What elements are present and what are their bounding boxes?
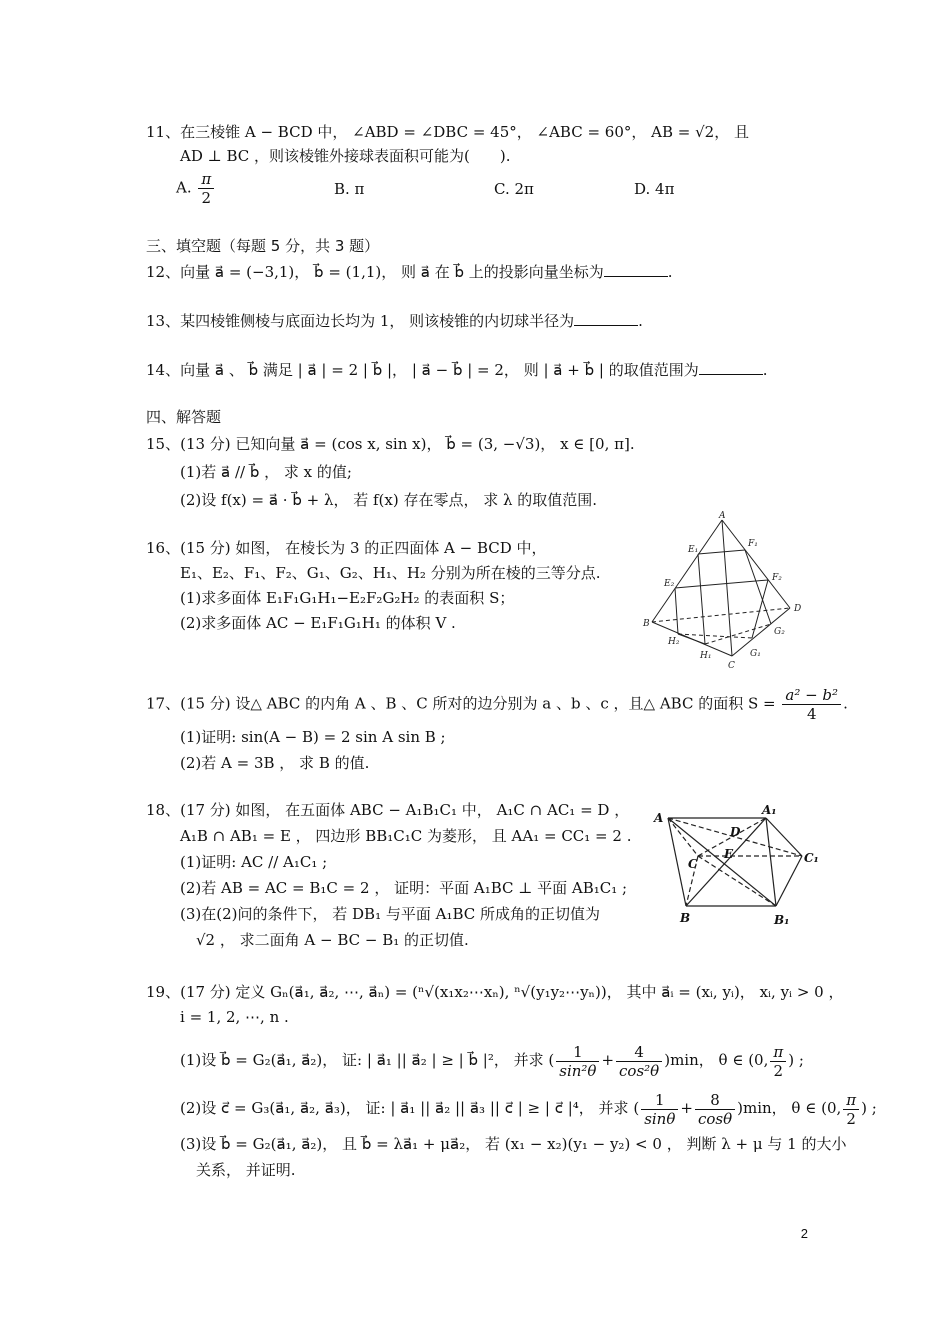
fig16-label-a: A (719, 511, 726, 521)
fig16-label-f1: F₁ (748, 539, 758, 549)
page-number: 2 (800, 1226, 808, 1241)
fig16-label-f2: F₂ (772, 573, 782, 583)
q18-line4: (2)若 AB = AC = B₁C = 2 ， 证明：平面 A₁BC ⊥ 平面 AB₁C₁ ; (180, 879, 628, 897)
q19-line2: i = 1, 2, ⋯, n . (180, 1008, 289, 1026)
q18-line3: (1)证明: AC // A₁C₁ ; (180, 853, 328, 871)
q19-frac-2-num: 4 (616, 1043, 662, 1062)
fig16-label-d: D (794, 604, 802, 614)
q11-option-a-label: A. (176, 178, 192, 197)
q12-period: . (667, 263, 673, 281)
q12-blank (604, 262, 668, 277)
q18-line5: (3)在(2)问的条件下， 若 DB₁ 与平面 A₁BC 所成角的正切值为 (180, 905, 601, 923)
q19-frac-1 (556, 1043, 599, 1080)
q12-text: 12、向量 a⃗ = (−3,1)， b⃗ = (1,1)， 则 a⃗ 在 b⃗ 上的投影向量坐标为 (146, 263, 604, 281)
q18-line2: A₁B ∩ AB₁ = E ， 四边形 BB₁C₁C 为菱形， 且 AA₁ = CC₁ = 2 . (180, 827, 632, 845)
q19-frac-3 (641, 1091, 678, 1128)
q19-line6: 关系， 并证明. (196, 1161, 296, 1179)
q13-text: 13、某四棱锥侧棱与底面边长均为 1， 则该棱锥的内切球半径为 (146, 312, 575, 330)
q19-frac-pi-2 (843, 1091, 859, 1128)
q19-frac-4-den: cosθ (697, 1109, 733, 1128)
q11-option-d: D. 4π (634, 180, 675, 198)
q19-line3-text: (1)设 b⃗ = G₂(a⃗₁, a⃗₂)， 证: | a⃗₁ || a⃗₂ | ≥ | b⃗ |²， 并求 ( (180, 1051, 555, 1069)
q16-line1: 16、(15 分) 如图， 在棱长为 3 的正四面体 A − BCD 中， (146, 539, 547, 557)
q19-frac-pi-1 (770, 1043, 786, 1080)
q19-frac-3-num: 1 (641, 1091, 678, 1110)
q11-option-a-den: 2 (201, 189, 212, 207)
q19-line4-mid: )min， θ ∈ (0, (737, 1099, 842, 1117)
fig16-label-e1: E₁ (688, 545, 699, 555)
q11-option-c: C. 2π (494, 180, 534, 198)
q19-frac-pi-1-num: π (770, 1043, 786, 1062)
q19-frac-3-den: sinθ (644, 1109, 676, 1128)
section-4-heading: 四、解答题 (146, 408, 222, 426)
q16-line3: (1)求多面体 E₁F₁G₁H₁−E₂F₂G₂H₂ 的表面积 S； (180, 589, 515, 607)
q19-line3: (1)设 b⃗ = G₂(a⃗₁, a⃗₂)， 证: | a⃗₁ || a⃗₂ | ≥ | b⃗ |²， 并求 ( $\frac{1}{\text{sin²θ}}$ + $\frac{4}{\text{cos²θ}}$ )min， θ ∈ (0, $\frac{\pi}{2}$ ) ; (180, 1042, 804, 1080)
fig16-label-b: B (643, 619, 650, 629)
q19-frac-2 (616, 1043, 662, 1080)
q14-period: . (762, 361, 768, 379)
q19-frac-pi-1-den: 2 (773, 1061, 784, 1080)
q19-frac-pi-2-num: π (843, 1091, 859, 1110)
q19-frac-pi-2-den: 2 (846, 1109, 856, 1128)
q17-line1-text: 17、(15 分) 设△ ABC 的内角 A 、B 、C 所对的边分别为 a 、b 、c ，且△ ABC 的面积 S = (146, 694, 776, 713)
q16-line4: (2)求多面体 AC − E₁F₁G₁H₁ 的体积 V . (180, 614, 456, 632)
q18-line1: 18、(17 分) 如图， 在五面体 ABC − A₁B₁C₁ 中， A₁C ∩ AC₁ = D ， (146, 801, 630, 819)
q14-line (146, 360, 767, 380)
q13-blank (574, 311, 638, 326)
fig18-label-e: E (724, 847, 734, 861)
fig16-label-h2: H₂ (668, 637, 680, 647)
q15-line3: (2)设 f(x) = a⃗ · b⃗ + λ， 若 f(x) 存在零点， 求 λ 的取值范围. (180, 491, 598, 509)
q12-line (146, 262, 673, 282)
fig18-label-a: A (654, 811, 664, 825)
q17-area-num: a² − b² (782, 686, 841, 705)
q17-area-den: 4 (806, 705, 817, 723)
q11-option-a-num: π (198, 170, 214, 189)
q11-option-a (176, 170, 216, 207)
q17-line1 (146, 686, 848, 723)
q19-line4: (2)设 c⃗ = G₃(a⃗₁, a⃗₂, a⃗₃)， 证: | a⃗₁ || a⃗₂ || a⃗₃ || c⃗ | ≥ | c⃗ |⁴， 并求 ( $\frac{1}{\sin\theta}$ + $\frac{8}{\cos\theta}$ )min， θ ∈ (0, $\frac{\pi}{2}$ ) ; (180, 1090, 877, 1128)
fig18-label-b1: B₁ (774, 913, 790, 927)
q19-line3-end: ) ; (788, 1051, 804, 1069)
q17-area-fraction (782, 686, 841, 723)
figure-tetrahedron (640, 510, 820, 670)
q14-text: 14、向量 a⃗ 、 b⃗ 满足 | a⃗ | = 2 | b⃗ |， | a⃗ − b⃗ | = 2， 则 | a⃗ + b⃗ | 的取值范围为 (146, 361, 699, 379)
fig18-label-c: C (688, 857, 698, 871)
fig16-label-c: C (728, 661, 735, 670)
q19-line1: 19、(17 分) 定义 Gₙ(a⃗₁, a⃗₂, ⋯, a⃗ₙ) = (ⁿ√(x₁x₂⋯xₙ), ⁿ√(y₁y₂⋯yₙ))， 其中 a⃗ᵢ = (xᵢ, yᵢ)， xᵢ, yᵢ > 0 ， (146, 983, 844, 1001)
q17-line3: (2)若 A = 3B ， 求 B 的值. (180, 754, 370, 772)
q19-frac-4 (695, 1091, 735, 1128)
q11-line2: AD ⊥ BC ，则该棱锥外接球表面积可能为( ). (180, 147, 511, 165)
fig16-label-g1: G₁ (750, 649, 761, 659)
fig16-label-e2: E₂ (664, 579, 675, 589)
q13-period: . (638, 312, 643, 330)
q11-option-a-fraction (198, 170, 214, 207)
q11-option-b: B. π (334, 180, 365, 198)
q19-frac-2-den: cos²θ (619, 1061, 660, 1080)
fig16-label-g2: G₂ (774, 627, 785, 637)
fig18-label-a1: A₁ (762, 803, 777, 817)
q15-line2: (1)若 a⃗ // b⃗ ， 求 x 的值; (180, 463, 352, 481)
q19-frac-1-num: 1 (556, 1043, 599, 1062)
q13-line (146, 311, 643, 331)
section-3-heading: 三、填空题（每题 5 分，共 3 题） (146, 237, 380, 255)
fig16-label-h1: H₁ (700, 651, 712, 661)
figure-pentahedron (650, 800, 826, 928)
fig18-label-d: D (730, 825, 741, 839)
q19-line3-mid: )min， θ ∈ (0, (664, 1051, 769, 1069)
q11-line1: 11、在三棱锥 A − BCD 中， ∠ABD = ∠DBC = 45°， ∠ABC = 60°， AB = √2， 且 (146, 123, 749, 141)
q19-line4-end: ) ; (861, 1099, 877, 1117)
q16-line2: E₁、E₂、F₁、F₂、G₁、G₂、H₁、H₂ 分别为所在棱的三等分点. (180, 564, 601, 582)
fig18-label-b: B (680, 911, 691, 925)
q19-frac-1-den: sin²θ (559, 1061, 597, 1080)
q14-blank (699, 360, 763, 375)
q17-period: . (843, 694, 848, 713)
q15-line1: 15、(13 分) 已知向量 a⃗ = (cos x, sin x)， b⃗ = (3, −√3)， x ∈ [0, π]. (146, 435, 635, 453)
q19-line4-text: (2)设 c⃗ = G₃(a⃗₁, a⃗₂, a⃗₃)， 证: | a⃗₁ || a⃗₂ || a⃗₃ || c⃗ | ≥ | c⃗ |⁴， 并求 ( (180, 1099, 640, 1117)
q18-line6: √2 ， 求二面角 A − BC − B₁ 的正切值. (196, 931, 469, 949)
fig18-label-c1: C₁ (804, 851, 819, 865)
q19-frac-4-num: 8 (695, 1091, 735, 1110)
q17-line2: (1)证明: sin(A − B) = 2 sin A sin B ; (180, 728, 446, 746)
q19-line5: (3)设 b⃗ = G₂(a⃗₁, a⃗₂)， 且 b⃗ = λa⃗₁ + μa⃗₂， 若 (x₁ − x₂)(y₁ − y₂) < 0 ， 判断 λ + μ 与 1 的大小 (180, 1135, 847, 1153)
